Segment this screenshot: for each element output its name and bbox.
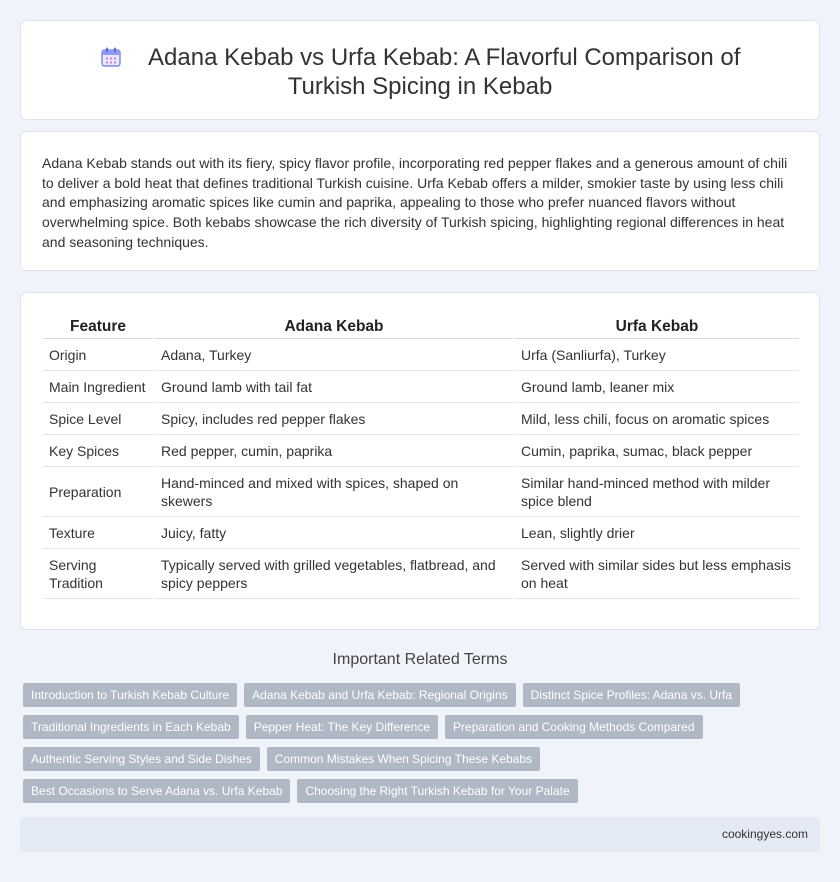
header-feature: Feature	[43, 315, 153, 339]
table-cell-adana: Red pepper, cumin, paprika	[155, 435, 513, 467]
table-row	[43, 339, 799, 371]
table-cell-adana: Typically served with grilled vegetables, flatbread, and spicy peppers	[155, 549, 513, 599]
table-cell-feature: Preparation	[43, 467, 153, 517]
related-term-tag[interactable]: Adana Kebab and Urfa Kebab: Regional Origins	[244, 683, 516, 707]
related-term-tag[interactable]: Authentic Serving Styles and Side Dishes	[23, 747, 260, 771]
title-card	[20, 20, 820, 120]
table-cell-urfa: Served with similar sides but less emphasis on heat	[515, 549, 799, 599]
table-cell-adana: Ground lamb with tail fat	[155, 371, 513, 403]
table-cell-urfa: Cumin, paprika, sumac, black pepper	[515, 435, 799, 467]
table-cell-feature: Origin	[43, 339, 153, 371]
table-cell-urfa: Mild, less chili, focus on aromatic spices	[515, 403, 799, 435]
table-row	[43, 371, 799, 403]
table-cell-feature: Key Spices	[43, 435, 153, 467]
related-term-tag[interactable]: Traditional Ingredients in Each Kebab	[23, 715, 239, 739]
related-term-tag[interactable]: Choosing the Right Turkish Kebab for Your Palate	[297, 779, 577, 803]
table-header-row	[43, 315, 799, 339]
table-cell-adana: Juicy, fatty	[155, 517, 513, 549]
table-cell-adana: Adana, Turkey	[155, 339, 513, 371]
table-cell-feature: Main Ingredient	[43, 371, 153, 403]
table-cell-urfa: Ground lamb, leaner mix	[515, 371, 799, 403]
table-cell-feature: Texture	[43, 517, 153, 549]
comparison-table	[41, 315, 801, 599]
table-cell-urfa: Lean, slightly drier	[515, 517, 799, 549]
related-term-tag[interactable]: Introduction to Turkish Kebab Culture	[23, 683, 237, 707]
intro-card	[20, 131, 820, 271]
table-cell-adana: Hand-minced and mixed with spices, shaped on skewers	[155, 467, 513, 517]
calendar-icon	[100, 46, 122, 68]
table-cell-feature: Spice Level	[43, 403, 153, 435]
related-term-tag[interactable]: Distinct Spice Profiles: Adana vs. Urfa	[523, 683, 740, 707]
related-term-tag[interactable]: Preparation and Cooking Methods Compared	[445, 715, 702, 739]
related-term-tag[interactable]: Common Mistakes When Spicing These Kebabs	[267, 747, 540, 771]
related-terms-heading: Important Related Terms	[332, 651, 508, 668]
related-term-tag[interactable]: Best Occasions to Serve Adana vs. Urfa Kebab	[23, 779, 290, 803]
footer-site-link[interactable]: cookingyes.com	[721, 827, 808, 841]
comparison-table-card	[20, 292, 820, 630]
footer-bar	[20, 817, 820, 852]
header-urfa-kebab: Urfa Kebab	[515, 315, 799, 339]
title-wrap	[61, 43, 779, 101]
table-row	[43, 467, 799, 517]
table-row	[43, 517, 799, 549]
intro-paragraph: Adana Kebab stands out with its fiery, spicy flavor profile, incorporating red pepper flakes and a generous amount of chili to deliver a bold heat that defines traditional Turkish cuisine. Urfa Kebab offers a milder, smokier taste by using less chili and emphasizing aromatic spices like cumin and paprika, appealing to those who prefer nuanced flavors without overwhelming spice. Both kebabs showcase the rich diversity of Turkish spicing, highlighting regional differences in heat and seasoning techniques.	[42, 155, 788, 250]
related-term-tag[interactable]: Pepper Heat: The Key Difference	[246, 715, 438, 739]
table-row	[43, 403, 799, 435]
table-cell-urfa: Urfa (Sanliurfa), Turkey	[515, 339, 799, 371]
page-title: Adana Kebab vs Urfa Kebab: A Flavorful Comparison of Turkish Spicing in Kebab	[148, 44, 741, 100]
table-cell-feature: Serving Tradition	[43, 549, 153, 599]
table-cell-urfa: Similar hand-minced method with milder spice blend	[515, 467, 799, 517]
table-row	[43, 435, 799, 467]
table-row	[43, 549, 799, 599]
table-cell-adana: Spicy, includes red pepper flakes	[155, 403, 513, 435]
header-adana-kebab: Adana Kebab	[155, 315, 513, 339]
related-terms-list	[23, 683, 813, 803]
